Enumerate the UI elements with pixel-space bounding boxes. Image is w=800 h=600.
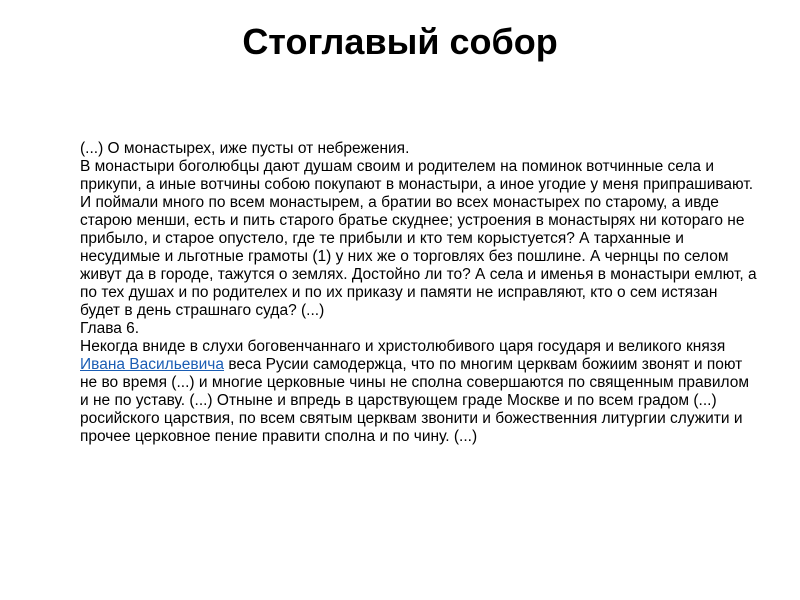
ivan-vasilievich-link[interactable]: Ивана Васильевича (80, 356, 225, 373)
slide-title: Стоглавый собор (242, 21, 558, 62)
chapter-heading: Глава 6. (80, 320, 140, 337)
paragraph-chapter-6 (80, 338, 760, 446)
paragraph-chapter-6-text-end: веса Русии самодержца, что по многим церквам божиим звонят и поют не во время (...) и многие церковные чины не сполна совершаются по священным правилом и не по уставу. (...) Отныне и впредь в царствующем граде Москве и по всем градом (...) росийского царствия, по всем святым церквам звонити и божественния литургии служити и прочее церковное пение правити сполна и по чину. (...) (80, 356, 749, 445)
paragraph-intro: (...) О монастырех, иже пусты от небрежения. (80, 140, 410, 157)
slide-body (80, 140, 760, 446)
paragraph-chapter-6-text-start: Некогда вниде в слухи боговенчаннаго и христолюбивого царя государя и великого князя (80, 338, 726, 355)
paragraph-monasteries: В монастыри боголюбцы дают душам своим и родителем на поминок вотчинные села и прикупи, а иные вотчины собою покупают в монастыри, а иное угодие у меня припрашивают. И поймали много по всем монастырем, а братии во всех монастырех по старому, а ивде старою менши, есть и пить старого братье скуднее; устроения в монастырях ни котораго не прибыло, и старое опустело, где те прибыли и кто тем корыстуется? А тарханные и несудимые и льготные грамоты (1) у них же о торговлях без пошлине. А чернцы по селом живут да в городе, тажутся о землях. Достойно ли то? А села и именья в монастыри емлют, а по тех душах и по родителех и по их приказу и памяти не исправляют, кто о сем истязан будет в день страшнаго суда? (...) (80, 158, 757, 319)
